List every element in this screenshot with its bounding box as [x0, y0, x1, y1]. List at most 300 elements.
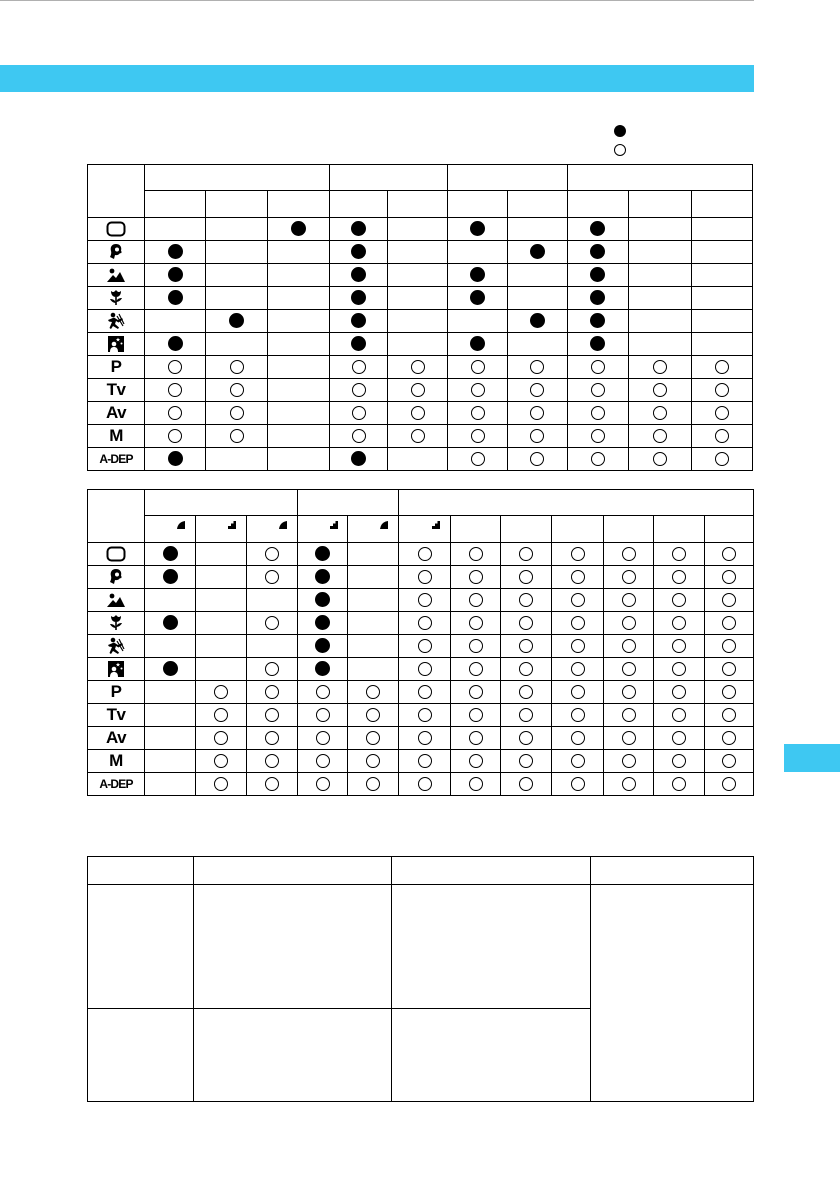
table-cell	[567, 402, 628, 425]
table-cell	[628, 310, 691, 333]
table-cell	[247, 750, 298, 773]
mode-cell-portrait	[88, 241, 145, 264]
hollow-circle-icon	[519, 731, 533, 745]
hollow-circle-icon	[653, 452, 667, 466]
column-header	[247, 516, 298, 543]
column-group-header	[145, 165, 330, 191]
table-cell	[604, 566, 654, 589]
table-cell	[145, 681, 196, 704]
hollow-circle-icon	[411, 383, 425, 397]
table-cell	[501, 543, 552, 566]
filled-circle-icon	[168, 290, 183, 305]
hollow-circle-icon	[571, 547, 585, 561]
table-cell	[448, 310, 507, 333]
column-header	[298, 516, 348, 543]
table-cell	[348, 589, 399, 612]
hollow-circle-icon	[469, 708, 483, 722]
hollow-circle-icon	[411, 429, 425, 443]
spec-table	[87, 856, 754, 1102]
mode-label-tv: Tv	[106, 380, 126, 400]
table-cell	[145, 612, 196, 635]
filled-circle-icon	[315, 615, 330, 630]
hollow-circle-icon	[469, 639, 483, 653]
hollow-circle-icon	[519, 570, 533, 584]
column-header	[507, 191, 567, 218]
table-cell	[604, 750, 654, 773]
table-cell	[348, 773, 399, 796]
table-cell	[399, 681, 451, 704]
table-cell	[399, 635, 451, 658]
table-cell	[552, 612, 604, 635]
table-cell	[206, 218, 268, 241]
table-cell	[654, 635, 705, 658]
table-row	[88, 425, 753, 448]
table-row	[88, 356, 753, 379]
hollow-circle-icon	[722, 777, 736, 791]
table-cell	[145, 264, 206, 287]
hollow-circle-icon	[722, 570, 736, 584]
table-cell	[206, 425, 268, 448]
hollow-circle-icon	[653, 360, 667, 374]
table-cell	[705, 543, 754, 566]
table-cell	[705, 635, 754, 658]
hollow-circle-icon	[672, 777, 686, 791]
table-cell	[145, 218, 206, 241]
function-availability-table-2	[87, 489, 754, 796]
table-cell	[399, 566, 451, 589]
hollow-circle-icon	[530, 383, 544, 397]
table-cell	[501, 773, 552, 796]
table-cell	[567, 448, 628, 471]
table-cell	[654, 727, 705, 750]
table-header-row	[88, 165, 753, 191]
table-cell	[196, 727, 247, 750]
table-cell	[604, 635, 654, 658]
table-cell	[330, 218, 388, 241]
table-cell	[604, 589, 654, 612]
table-cell	[604, 543, 654, 566]
table-cell	[399, 658, 451, 681]
table-cell	[448, 425, 507, 448]
spec-cell	[392, 1009, 591, 1102]
table-cell	[552, 704, 604, 727]
hollow-circle-icon	[722, 731, 736, 745]
table-cell	[145, 379, 206, 402]
hollow-circle-icon	[519, 616, 533, 630]
column-header	[388, 191, 448, 218]
table-cell	[451, 589, 501, 612]
table-row	[88, 750, 754, 773]
table-cell	[691, 310, 752, 333]
hollow-circle-icon	[265, 547, 279, 561]
column-header	[691, 191, 752, 218]
table-cell	[206, 379, 268, 402]
column-header	[448, 191, 507, 218]
table-cell	[451, 612, 501, 635]
hollow-circle-icon	[265, 570, 279, 584]
hollow-circle-icon	[653, 383, 667, 397]
table-cell	[145, 658, 196, 681]
filled-circle-icon	[351, 267, 366, 282]
table-cell	[348, 543, 399, 566]
column-header	[567, 191, 628, 218]
legend	[612, 124, 632, 160]
hollow-circle-icon	[471, 429, 485, 443]
hollow-circle-icon	[571, 662, 585, 676]
table-cell	[348, 750, 399, 773]
hollow-circle-icon	[530, 429, 544, 443]
filled-circle-icon	[315, 638, 330, 653]
mode-cell-a-dep	[88, 448, 145, 471]
hollow-circle-icon	[571, 616, 585, 630]
table-cell	[654, 704, 705, 727]
table-cell	[330, 310, 388, 333]
landscape-icon	[106, 267, 126, 283]
landscape-icon	[106, 592, 126, 608]
hollow-circle-icon	[418, 593, 432, 607]
table-corner-cell	[88, 165, 145, 218]
spec-cell	[88, 1009, 194, 1102]
hollow-circle-icon	[622, 616, 636, 630]
filled-circle-icon	[351, 244, 366, 259]
table-cell	[448, 356, 507, 379]
table-cell	[298, 681, 348, 704]
hollow-circle-icon	[316, 731, 330, 745]
mode-label-p: P	[110, 357, 122, 377]
table-cell	[567, 379, 628, 402]
table-cell	[145, 773, 196, 796]
hollow-circle-icon	[469, 754, 483, 768]
sports-icon	[106, 312, 126, 330]
table-row	[88, 612, 754, 635]
hollow-circle-icon	[672, 708, 686, 722]
table-cell	[501, 566, 552, 589]
table-cell	[399, 727, 451, 750]
table-cell	[451, 635, 501, 658]
filled-circle-icon	[470, 290, 485, 305]
table-cell	[705, 704, 754, 727]
hollow-circle-icon	[530, 406, 544, 420]
table-cell	[348, 681, 399, 704]
table-cell	[628, 448, 691, 471]
mode-cell-portrait	[88, 566, 145, 589]
table-cell	[567, 356, 628, 379]
table-cell	[145, 750, 196, 773]
hollow-circle-icon	[653, 429, 667, 443]
hollow-circle-icon	[316, 754, 330, 768]
hollow-circle-icon	[168, 429, 182, 443]
hollow-circle-icon	[672, 547, 686, 561]
chapter-tab	[784, 744, 840, 772]
table-cell	[691, 218, 752, 241]
hollow-circle-icon	[519, 547, 533, 561]
table-row	[88, 287, 753, 310]
hollow-circle-icon	[230, 406, 244, 420]
portrait-icon	[108, 243, 124, 260]
mode-cell-a-dep	[88, 773, 145, 796]
filled-circle-icon	[168, 336, 183, 351]
table-cell	[628, 379, 691, 402]
hollow-circle-icon	[622, 731, 636, 745]
night-portrait-icon	[107, 335, 125, 353]
hollow-circle-icon	[653, 406, 667, 420]
table-cell	[247, 612, 298, 635]
table-cell	[206, 448, 268, 471]
filled-circle-icon	[168, 244, 183, 259]
hollow-circle-icon	[722, 662, 736, 676]
table-cell	[552, 589, 604, 612]
filled-circle-icon	[351, 313, 366, 328]
table-row	[88, 543, 754, 566]
table-row	[88, 727, 754, 750]
hollow-circle-icon	[411, 406, 425, 420]
table-cell	[507, 425, 567, 448]
table-cell	[268, 287, 330, 310]
table-cell	[298, 704, 348, 727]
table-cell	[654, 750, 705, 773]
table-cell	[552, 658, 604, 681]
table-cell	[388, 264, 448, 287]
filled-circle-icon	[168, 451, 183, 466]
hollow-circle-icon	[591, 360, 605, 374]
table-cell	[330, 264, 388, 287]
table-cell	[388, 425, 448, 448]
column-header	[628, 191, 691, 218]
table-cell	[604, 681, 654, 704]
table-cell	[552, 635, 604, 658]
filled-circle-icon	[315, 592, 330, 607]
filled-circle-icon	[163, 546, 178, 561]
mode-cell-full-auto	[88, 218, 145, 241]
table-cell	[448, 241, 507, 264]
hollow-circle-icon	[418, 754, 432, 768]
table-cell	[298, 750, 348, 773]
table-row	[88, 704, 754, 727]
table-cell	[451, 566, 501, 589]
mode-cell-close-up	[88, 287, 145, 310]
table-cell	[268, 218, 330, 241]
normal-icon	[431, 517, 441, 535]
hollow-circle-icon	[519, 685, 533, 699]
mode-label-av: Av	[105, 728, 127, 748]
mode-cell-tv	[88, 379, 145, 402]
table-cell	[330, 287, 388, 310]
hollow-circle-icon	[352, 406, 366, 420]
normal-icon	[329, 517, 339, 535]
hollow-circle-icon	[591, 383, 605, 397]
table-cell	[388, 310, 448, 333]
table-cell	[628, 241, 691, 264]
table-cell	[268, 402, 330, 425]
table-cell	[247, 773, 298, 796]
column-group-header	[145, 490, 298, 516]
filled-circle-icon	[470, 267, 485, 282]
hollow-circle-icon	[316, 685, 330, 699]
table-cell	[145, 566, 196, 589]
hollow-circle-icon	[214, 708, 228, 722]
table-cell	[206, 356, 268, 379]
table-cell	[298, 612, 348, 635]
table-cell	[388, 402, 448, 425]
table-cell	[399, 612, 451, 635]
table-cell	[628, 287, 691, 310]
function-availability-table-1	[87, 164, 753, 471]
table-cell	[330, 448, 388, 471]
table-cell	[654, 612, 705, 635]
hollow-circle-icon	[519, 754, 533, 768]
filled-circle-icon	[590, 244, 605, 259]
mode-cell-sports	[88, 635, 145, 658]
table-cell	[348, 727, 399, 750]
hollow-circle-icon	[519, 662, 533, 676]
table-cell	[451, 543, 501, 566]
table-cell	[196, 589, 247, 612]
mode-label-a-dep: A-DEP	[99, 451, 133, 466]
table-cell	[552, 750, 604, 773]
table-cell	[145, 241, 206, 264]
hollow-circle-icon	[672, 570, 686, 584]
mode-cell-tv	[88, 704, 145, 727]
table-cell	[247, 589, 298, 612]
table-cell	[196, 750, 247, 773]
spec-cell	[88, 885, 194, 1009]
table-cell	[507, 218, 567, 241]
hollow-circle-icon	[265, 777, 279, 791]
hollow-circle-icon	[418, 708, 432, 722]
hollow-circle-icon	[469, 662, 483, 676]
table-cell	[552, 543, 604, 566]
hollow-circle-icon	[715, 360, 729, 374]
table-cell	[268, 356, 330, 379]
table-cell	[388, 379, 448, 402]
table-cell	[247, 566, 298, 589]
table-row	[88, 635, 754, 658]
table-cell	[330, 402, 388, 425]
hollow-circle-icon	[722, 639, 736, 653]
hollow-circle-icon	[214, 685, 228, 699]
table-cell	[145, 704, 196, 727]
hollow-circle-icon	[469, 685, 483, 699]
table-cell	[268, 379, 330, 402]
hollow-circle-icon	[672, 754, 686, 768]
table-row	[88, 333, 753, 356]
hollow-circle-icon	[622, 639, 636, 653]
table-cell	[145, 727, 196, 750]
hollow-circle-icon	[352, 429, 366, 443]
hollow-circle-icon	[214, 754, 228, 768]
table-cell	[348, 658, 399, 681]
mode-label-tv: Tv	[106, 705, 126, 725]
table-cell	[567, 310, 628, 333]
hollow-circle-icon	[530, 452, 544, 466]
table-cell	[567, 425, 628, 448]
mode-cell-landscape	[88, 589, 145, 612]
hollow-circle-icon	[418, 777, 432, 791]
table-cell	[507, 264, 567, 287]
table-cell	[628, 264, 691, 287]
hollow-circle-icon	[168, 383, 182, 397]
hollow-circle-icon	[418, 547, 432, 561]
hollow-circle-icon	[168, 360, 182, 374]
table-cell	[691, 402, 752, 425]
table-cell	[268, 425, 330, 448]
hollow-circle-icon	[471, 406, 485, 420]
table-cell	[705, 727, 754, 750]
table-cell	[330, 379, 388, 402]
hollow-circle-icon	[469, 547, 483, 561]
table-row	[88, 773, 754, 796]
column-header	[654, 516, 705, 543]
filled-circle-icon	[530, 313, 545, 328]
table-cell	[298, 566, 348, 589]
table-cell	[604, 612, 654, 635]
table-cell	[448, 264, 507, 287]
spec-header-cell	[88, 857, 194, 885]
table-cell	[451, 704, 501, 727]
column-group-header	[448, 165, 567, 191]
hollow-circle-icon	[265, 754, 279, 768]
table-header-row	[88, 490, 754, 516]
table-cell	[691, 264, 752, 287]
table-cell	[388, 356, 448, 379]
full-auto-icon	[106, 546, 126, 562]
table-cell	[145, 310, 206, 333]
mode-cell-av	[88, 402, 145, 425]
hollow-circle-icon	[265, 616, 279, 630]
mode-label-m: M	[109, 426, 123, 446]
hollow-circle-icon	[614, 144, 626, 156]
table-row	[88, 264, 753, 287]
hollow-circle-icon	[265, 731, 279, 745]
table-cell	[567, 264, 628, 287]
table-row	[88, 589, 754, 612]
table-cell	[691, 287, 752, 310]
filled-circle-icon	[163, 615, 178, 630]
hollow-circle-icon	[622, 547, 636, 561]
table-cell	[654, 543, 705, 566]
hollow-circle-icon	[519, 708, 533, 722]
column-header	[145, 516, 196, 543]
column-header	[604, 516, 654, 543]
hollow-circle-icon	[230, 429, 244, 443]
fine-icon	[176, 517, 186, 535]
spec-header-cell	[591, 857, 754, 885]
hollow-circle-icon	[722, 708, 736, 722]
table-cell	[507, 379, 567, 402]
table-cell	[604, 658, 654, 681]
table-cell	[388, 287, 448, 310]
table-cell	[298, 658, 348, 681]
table-cell	[298, 589, 348, 612]
filled-circle-icon	[351, 221, 366, 236]
sports-icon	[106, 637, 126, 655]
column-group-header	[567, 165, 752, 191]
hollow-circle-icon	[722, 616, 736, 630]
table-cell	[330, 241, 388, 264]
table-cell	[705, 658, 754, 681]
table-cell	[247, 658, 298, 681]
table-cell	[145, 635, 196, 658]
mode-cell-p	[88, 356, 145, 379]
table-cell	[501, 658, 552, 681]
table-cell	[298, 635, 348, 658]
mode-cell-night-portrait	[88, 658, 145, 681]
table-cell	[691, 425, 752, 448]
table-cell	[654, 681, 705, 704]
table-cell	[691, 356, 752, 379]
table-cell	[654, 566, 705, 589]
hollow-circle-icon	[469, 570, 483, 584]
